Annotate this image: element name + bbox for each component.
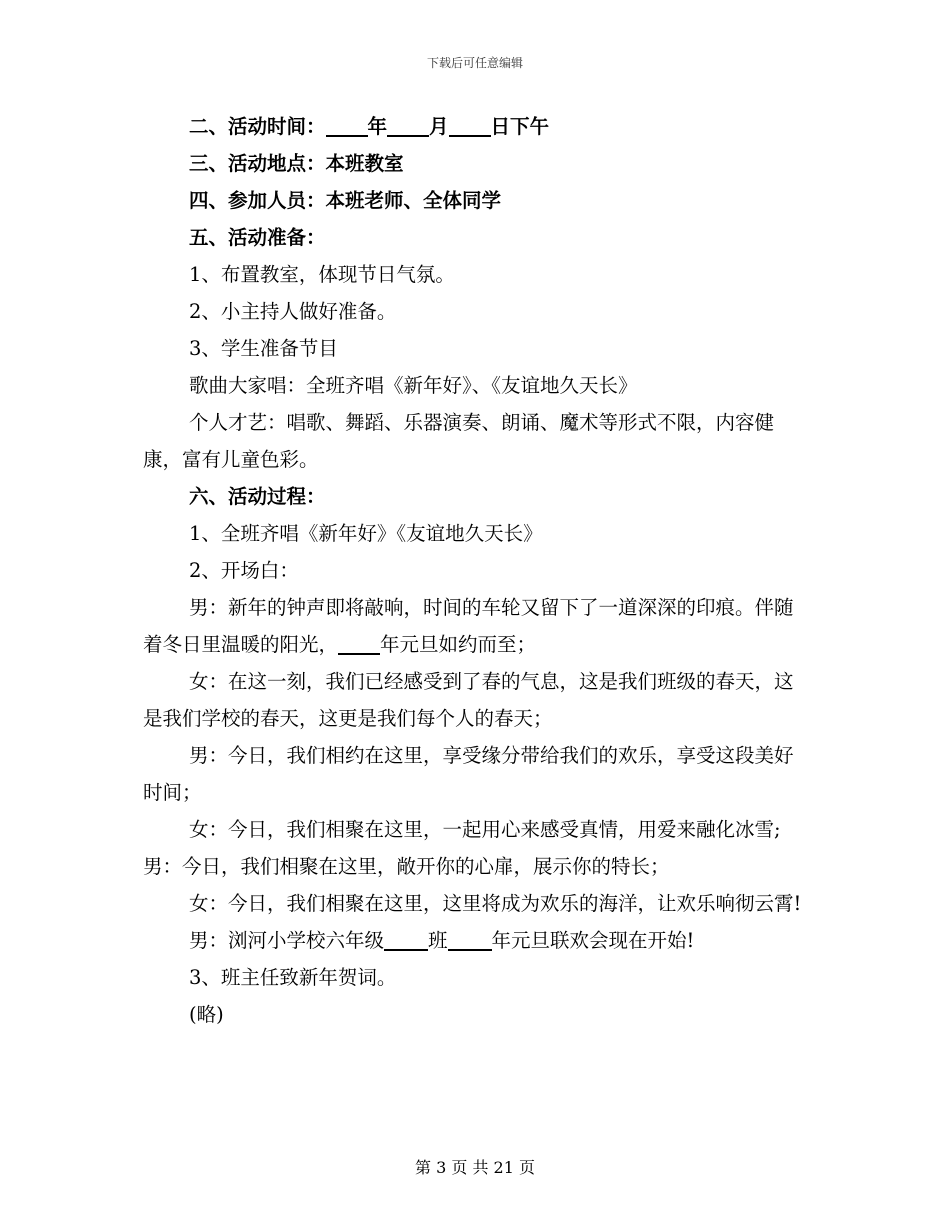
day-label: 日下午 bbox=[490, 115, 550, 138]
section-process-heading: 六、活动过程： bbox=[189, 485, 326, 508]
dialogue-1-text: 男：新年的钟声即将敲响，时间的车轮又留下了一道深深的印痕。伴随着冬日里温暖的阳光， bbox=[143, 596, 794, 656]
section-prep-heading: 五、活动准备： bbox=[189, 226, 326, 249]
section-people: 四、参加人员：本班老师、全体同学 bbox=[189, 189, 502, 212]
dialogue-2: 女：在这一刻，我们已经感受到了春的气息，这是我们班级的春天，这是我们学校的春天，这更是我们每个人的春天； bbox=[143, 670, 794, 730]
omitted-note: (略) bbox=[189, 1003, 224, 1026]
process-item-3: 3、班主任致新年贺词。 bbox=[189, 966, 397, 989]
process-item-1: 1、全班齐唱《新年好》《友谊地久天长》 bbox=[189, 522, 543, 545]
class-label: 班 bbox=[428, 929, 448, 952]
page-footer: 第 3 页 共 21 页 bbox=[415, 1158, 535, 1177]
process-item-2: 2、开场白： bbox=[189, 559, 299, 582]
prep-item-3: 3、学生准备节目 bbox=[189, 337, 338, 360]
month-label: 月 bbox=[429, 115, 449, 138]
prep-talent: 个人才艺：唱歌、舞蹈、乐器演奏、朗诵、魔术等形式不限，内容健康，富有儿童色彩。 bbox=[143, 411, 775, 471]
page-header: 下载后可任意编辑 bbox=[426, 56, 523, 70]
section-time bbox=[143, 108, 808, 145]
blank-day bbox=[449, 113, 491, 137]
time-label: 二、活动时间： bbox=[189, 115, 326, 138]
document-body bbox=[143, 108, 808, 1033]
blank-year-3 bbox=[448, 927, 492, 951]
blank-year-2 bbox=[338, 631, 380, 655]
prep-item-1: 1、布置教室，体现节日气氛。 bbox=[189, 263, 455, 286]
dialogue-1-end: 年元旦如约而至； bbox=[380, 633, 537, 656]
dialogue-6-text: 男：浏河小学校六年级 bbox=[189, 929, 385, 952]
blank-month bbox=[387, 113, 429, 137]
prep-songs: 歌曲大家唱：全班齐唱《新年好》、《友谊地久天长》 bbox=[189, 374, 638, 397]
blank-year bbox=[326, 113, 368, 137]
dialogue-4: 女：今日，我们相聚在这里，一起用心来感受真情，用爱来融化冰雪;男：今日，我们相聚在这里，敞开你的心扉，展示你的特长； bbox=[143, 818, 781, 878]
section-place: 三、活动地点：本班教室 bbox=[189, 152, 404, 175]
prep-item-2: 2、小主持人做好准备。 bbox=[189, 300, 397, 323]
dialogue-1 bbox=[143, 589, 808, 663]
blank-class bbox=[384, 927, 428, 951]
dialogue-6 bbox=[143, 922, 808, 959]
dialogue-5: 女：今日，我们相聚在这里，这里将成为欢乐的海洋，让欢乐响彻云霄! bbox=[189, 892, 802, 915]
dialogue-6-end: 年元旦联欢会现在开始! bbox=[491, 929, 695, 952]
dialogue-3: 男：今日，我们相约在这里，享受缘分带给我们的欢乐，享受这段美好时间； bbox=[143, 744, 794, 804]
year-label: 年 bbox=[367, 115, 388, 138]
